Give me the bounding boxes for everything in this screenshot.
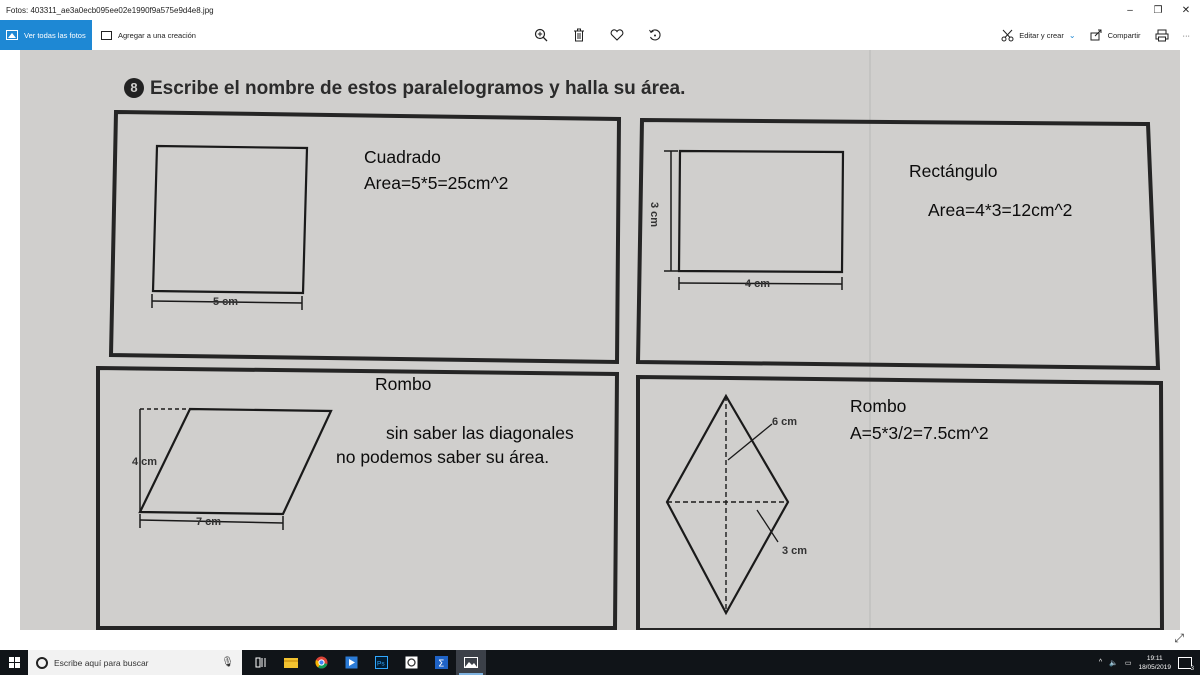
photoshop-icon bbox=[375, 656, 388, 669]
rhombus-d1-label: 6 cm bbox=[772, 416, 798, 428]
photo-actions bbox=[530, 20, 666, 50]
parallelogram-note-line-2: no podemos saber su área. bbox=[336, 447, 550, 467]
close-button[interactable]: ✕ bbox=[1181, 4, 1191, 16]
scissors-icon bbox=[1001, 29, 1014, 42]
homework-photo bbox=[20, 50, 1180, 630]
task-view-icon bbox=[255, 657, 267, 668]
svg-text:Ps: Ps bbox=[376, 660, 385, 668]
chevron-down-icon: ⌄ bbox=[1068, 30, 1076, 40]
photos-icon bbox=[464, 657, 478, 668]
window-title: Fotos: 403311_ae3a0ecb095ee02e1990f9a575e9d4e8.jpg bbox=[6, 5, 214, 15]
rhombus-d2-label: 3 cm bbox=[782, 545, 808, 557]
right-tools bbox=[1001, 20, 1190, 50]
all-photos-button[interactable] bbox=[0, 20, 92, 50]
clock[interactable] bbox=[1138, 654, 1171, 672]
volume-icon[interactable]: 🔈 bbox=[1109, 659, 1118, 667]
trash-icon bbox=[573, 28, 585, 42]
printer-icon bbox=[1155, 29, 1169, 42]
share-label: Compartir bbox=[1107, 30, 1141, 40]
square-side-label: 5 cm bbox=[213, 296, 239, 308]
file-explorer-button[interactable] bbox=[276, 650, 306, 675]
windows-logo-icon bbox=[9, 657, 20, 668]
expand-icon[interactable]: ⤢ bbox=[1174, 631, 1184, 645]
add-to-creation-button[interactable] bbox=[101, 20, 196, 50]
photo-gallery-icon bbox=[6, 30, 18, 40]
notifications-icon[interactable] bbox=[1178, 657, 1194, 672]
task-view-button[interactable] bbox=[246, 650, 276, 675]
photoshop-button[interactable] bbox=[366, 650, 396, 675]
media-player-button[interactable] bbox=[336, 650, 366, 675]
rhombus-area: A=5*3/2=7.5cm^2 bbox=[850, 423, 989, 443]
camera-icon bbox=[405, 656, 418, 669]
camera-app-button[interactable] bbox=[396, 650, 426, 675]
start-button[interactable] bbox=[0, 650, 28, 675]
photo-viewer bbox=[0, 50, 1200, 650]
exercise-heading-text: Escribe el nombre de estos paralelogramos y halla su área. bbox=[150, 78, 686, 99]
print-button[interactable] bbox=[1155, 29, 1169, 42]
minimize-button[interactable]: – bbox=[1127, 4, 1133, 16]
clock-date: 18/05/2019 bbox=[1138, 663, 1171, 671]
share-icon bbox=[1090, 29, 1103, 41]
svg-text:Σ: Σ bbox=[437, 658, 444, 669]
network-icon[interactable]: ▭ bbox=[1124, 659, 1132, 667]
rect-name: Rectángulo bbox=[909, 161, 998, 181]
rect-area: Area=4*3=12cm^2 bbox=[928, 200, 1073, 220]
parallelogram-note-line-1: sin saber las diagonales bbox=[386, 423, 574, 443]
rect-width-label: 4 cm bbox=[745, 278, 771, 290]
folder-icon bbox=[284, 657, 298, 668]
square-area: Area=5*5=25cm^2 bbox=[364, 173, 509, 193]
exercise-heading bbox=[124, 78, 685, 100]
clock-time: 19:11 bbox=[1146, 654, 1163, 662]
para-base-label: 7 cm bbox=[196, 516, 222, 528]
microphone-icon[interactable]: 🎙 bbox=[221, 657, 234, 668]
photos-app-button[interactable] bbox=[456, 650, 486, 675]
chrome-button[interactable] bbox=[306, 650, 336, 675]
rect-height-label: 3 cm bbox=[648, 202, 660, 228]
notification-count: 3 bbox=[1190, 665, 1194, 672]
parallelogram-name: Rombo bbox=[375, 374, 432, 394]
more-options-button[interactable]: ··· bbox=[1182, 30, 1190, 40]
heart-icon bbox=[610, 29, 624, 41]
media-player-icon bbox=[345, 656, 358, 669]
chrome-icon bbox=[315, 656, 328, 669]
command-bar bbox=[0, 20, 1200, 50]
add-creation-icon bbox=[101, 31, 112, 40]
add-to-creation-label: Agregar a una creación bbox=[118, 30, 196, 40]
system-tray bbox=[1099, 650, 1200, 675]
edit-create-label: Editar y crear bbox=[1019, 30, 1064, 40]
zoom-button[interactable] bbox=[530, 24, 552, 46]
delete-button[interactable] bbox=[568, 24, 590, 46]
para-height-label: 4 cm bbox=[132, 456, 158, 468]
cortana-icon bbox=[36, 657, 48, 669]
show-hidden-icons[interactable]: ^ bbox=[1098, 659, 1103, 666]
exercise-number: 8 bbox=[124, 78, 144, 98]
title-bar bbox=[0, 0, 1200, 20]
window-controls bbox=[1116, 0, 1200, 20]
square-name: Cuadrado bbox=[364, 147, 441, 167]
maximize-button[interactable]: ❐ bbox=[1153, 4, 1163, 16]
worksheet-drawing bbox=[20, 50, 1180, 630]
rhombus-name: Rombo bbox=[850, 396, 907, 416]
rotate-icon bbox=[648, 28, 662, 42]
edit-create-button[interactable] bbox=[1001, 29, 1075, 42]
search-placeholder: Escribe aquí para buscar bbox=[54, 657, 149, 668]
rotate-button[interactable] bbox=[644, 24, 666, 46]
favorite-button[interactable] bbox=[606, 24, 628, 46]
sigma-app-button[interactable] bbox=[426, 650, 456, 675]
sigma-icon bbox=[435, 656, 448, 669]
zoom-in-icon bbox=[534, 28, 548, 42]
taskbar-apps bbox=[246, 650, 486, 675]
share-button[interactable] bbox=[1090, 29, 1141, 41]
taskbar-search[interactable] bbox=[28, 650, 242, 675]
windows-taskbar bbox=[0, 650, 1200, 675]
all-photos-label: Ver todas las fotos bbox=[24, 30, 86, 40]
